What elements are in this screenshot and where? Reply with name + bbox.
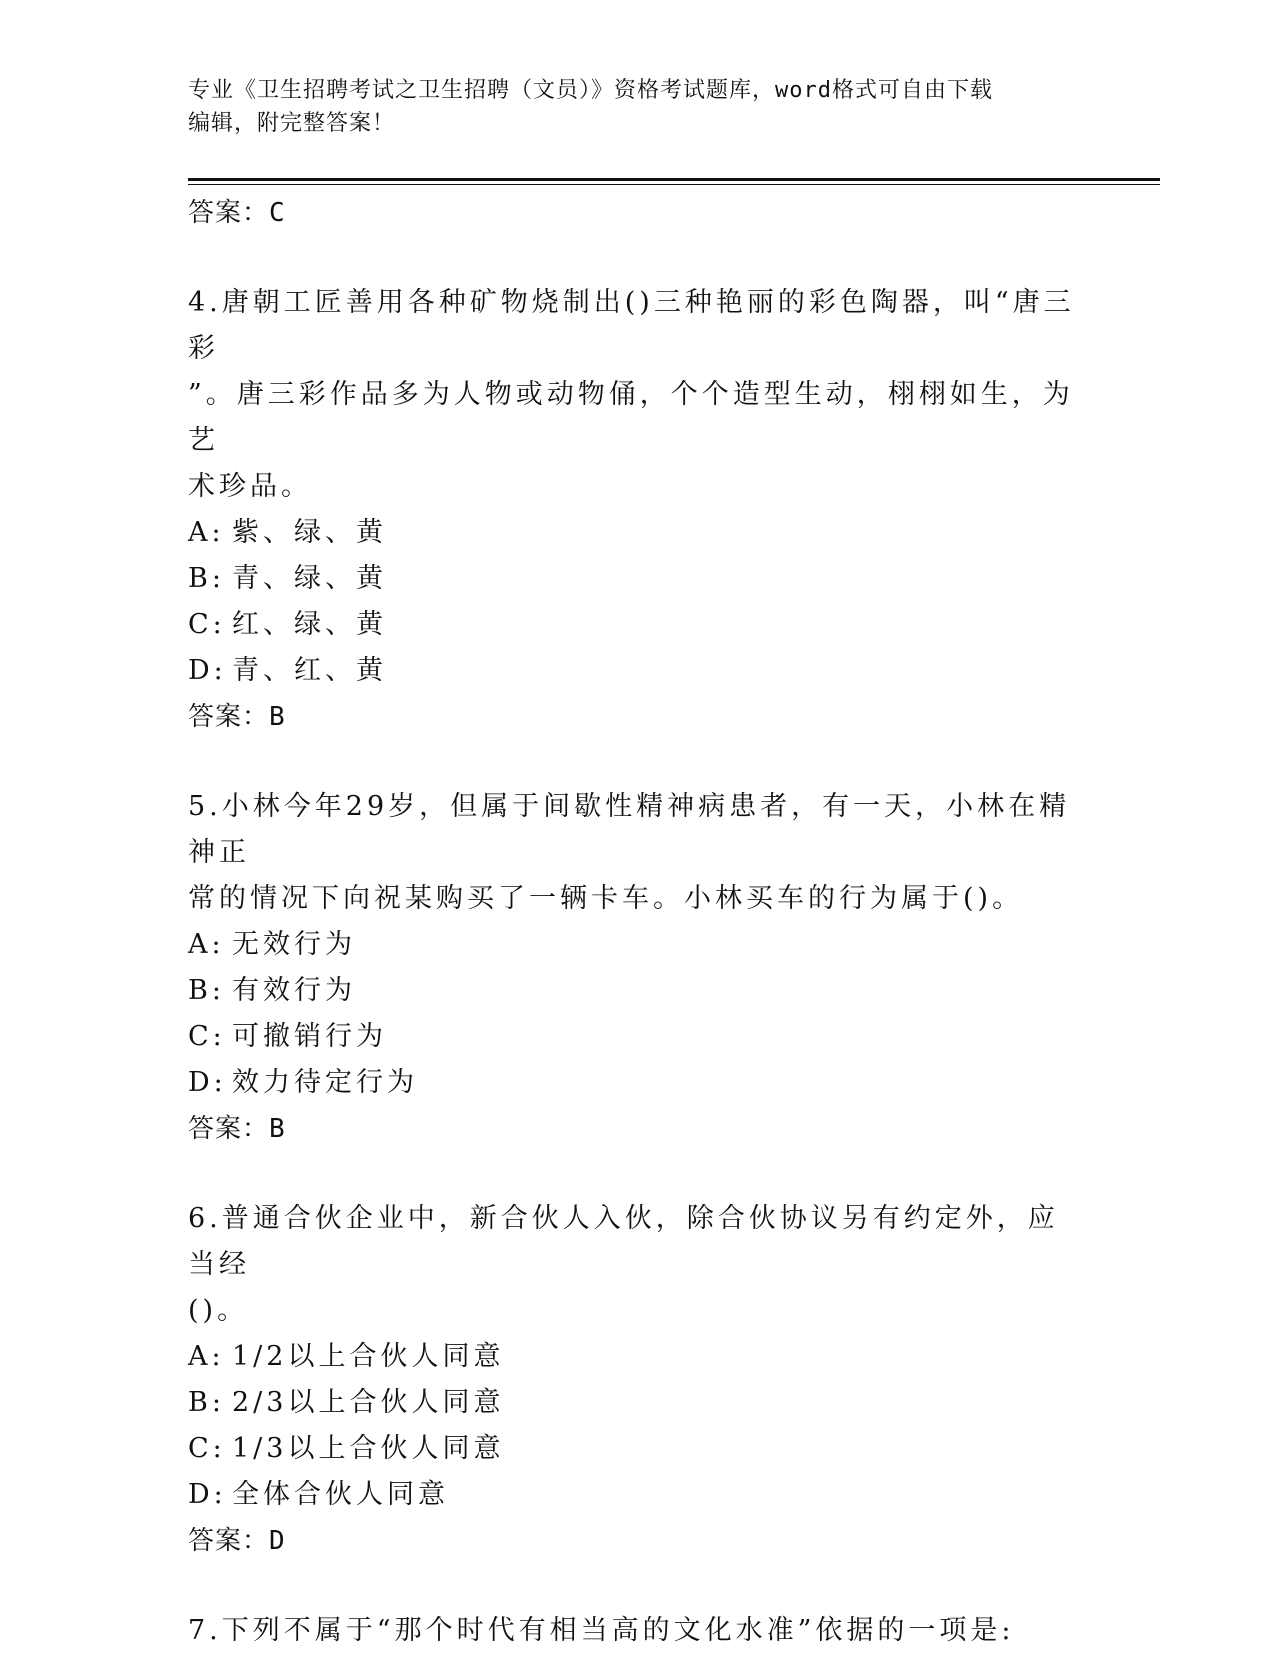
option-key: D:: [188, 655, 227, 686]
option-key: B:: [188, 975, 225, 1006]
option-text: 青、红、黄: [232, 655, 387, 686]
option-d: [188, 1060, 1088, 1106]
question-text: [188, 1608, 1088, 1654]
option-c: [188, 1014, 1088, 1060]
option-b: [188, 556, 1088, 602]
question-text: [188, 784, 1088, 922]
option-text: 紫、绿、黄: [232, 517, 387, 548]
option-c: [188, 1426, 1088, 1472]
option-text: 全体合伙人同意: [232, 1479, 449, 1510]
option-text: 1/3以上合伙人同意: [232, 1433, 505, 1464]
question-text-line: 常的情况下向祝某购买了一辆卡车。小林买车的行为属于()。: [188, 883, 1024, 914]
option-key: D:: [188, 1479, 227, 1510]
option-text: 2/3以上合伙人同意: [232, 1387, 505, 1418]
option-key: C:: [188, 609, 226, 640]
option-d: [188, 1472, 1088, 1518]
option-a: [188, 1334, 1088, 1380]
option-a: [188, 510, 1088, 556]
option-text: 有效行为: [232, 975, 356, 1006]
question-text-line: 术珍品。: [188, 471, 312, 502]
question-text: [188, 280, 1088, 510]
question-4: [188, 280, 1088, 740]
option-text: 青、绿、黄: [232, 563, 387, 594]
answer-line: 答案：C: [188, 198, 286, 228]
header-line-1: 专业《卫生招聘考试之卫生招聘（文员）》资格考试题库，word格式可自由下载: [188, 78, 993, 103]
option-key: A:: [188, 1341, 225, 1372]
question-text-line: 5.小林今年29岁，但属于间歇性精神病患者，有一天，小林在精神正: [188, 791, 1071, 868]
question-text: [188, 1196, 1088, 1334]
question-text-line: ()。: [188, 1295, 249, 1326]
answer-line: 答案：B: [188, 702, 286, 732]
answer-line: 答案：B: [188, 1114, 286, 1144]
option-key: C:: [188, 1021, 226, 1052]
option-key: C:: [188, 1433, 226, 1464]
option-b: [188, 968, 1088, 1014]
question-6: [188, 1196, 1088, 1564]
question-text-line: ”。唐三彩作品多为人物或动物俑，个个造型生动，栩栩如生，为艺: [188, 379, 1074, 456]
option-text: 红、绿、黄: [232, 609, 387, 640]
option-a: [188, 922, 1088, 968]
question-7: [188, 1608, 1088, 1654]
header-divider-thin: [188, 184, 1160, 185]
option-key: B:: [188, 1387, 225, 1418]
option-text: 1/2以上合伙人同意: [232, 1341, 505, 1372]
option-text: 效力待定行为: [232, 1067, 418, 1098]
question-text-line: 4.唐朝工匠善用各种矿物烧制出()三种艳丽的彩色陶器，叫“唐三彩: [188, 287, 1075, 364]
option-d: [188, 648, 1088, 694]
header-line-2: 编辑，附完整答案！: [188, 111, 396, 136]
option-text: 可撤销行为: [232, 1021, 387, 1052]
option-key: B:: [188, 563, 225, 594]
question-text-line: 6.普通合伙企业中，新合伙人入伙，除合伙协议另有约定外，应当经: [188, 1203, 1059, 1280]
question-list: [188, 190, 1088, 1654]
question-5: [188, 784, 1088, 1152]
document-header: [188, 74, 1088, 140]
option-key: A:: [188, 517, 225, 548]
option-key: A:: [188, 929, 225, 960]
question-text-line: 7.下列不属于“那个时代有相当高的文化水准”依据的一项是:: [188, 1615, 1015, 1646]
option-b: [188, 1380, 1088, 1426]
header-divider-thick: [188, 178, 1160, 181]
option-text: 无效行为: [232, 929, 356, 960]
option-c: [188, 602, 1088, 648]
option-key: D:: [188, 1067, 227, 1098]
answer-line: 答案：D: [188, 1526, 286, 1556]
